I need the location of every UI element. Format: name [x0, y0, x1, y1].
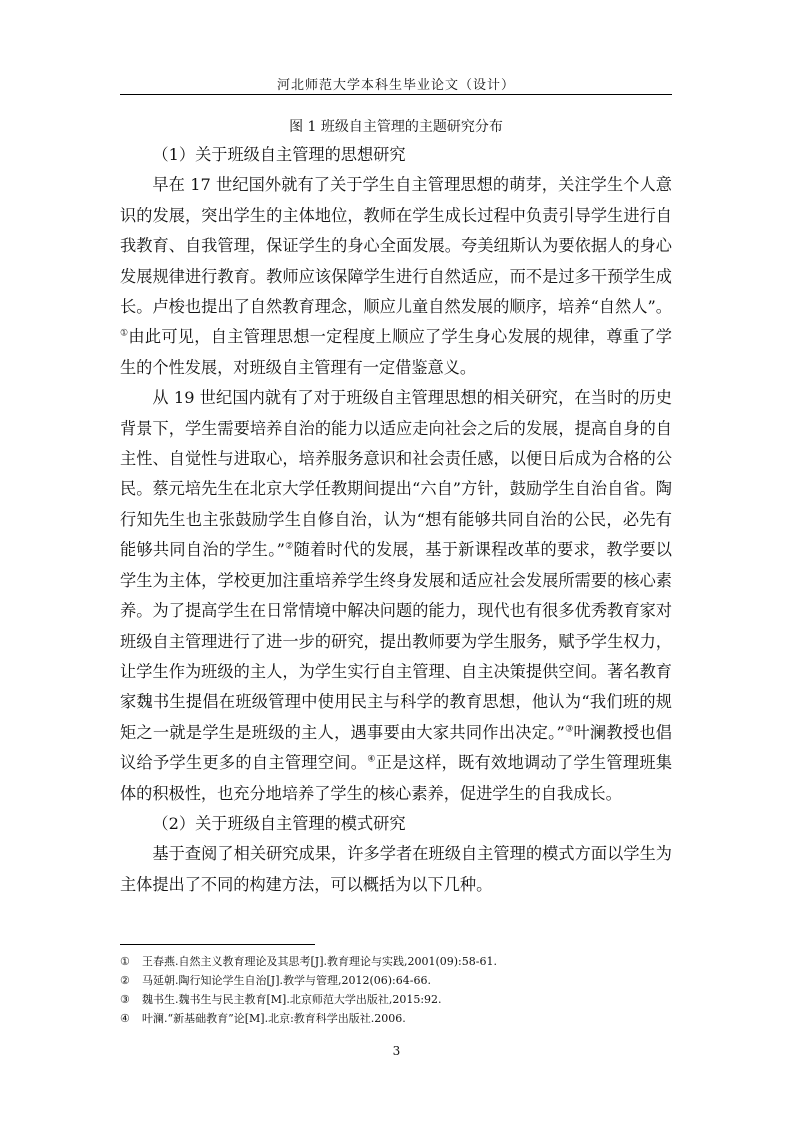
section-heading-2: （2）关于班级自主管理的模式研究 [152, 813, 406, 833]
footnote-text: 魏书生.魏书生与民主教育[M].北京师范大学出版社,2015:92. [142, 993, 442, 1006]
paragraph-3-text: 基于查阅了相关研究成果，许多学者在班级自主管理的模式方面以学生为主体提出了不同的构建方法，可以概括为以下几种。 [120, 844, 672, 894]
paragraph-2 [120, 383, 672, 809]
footnote-ref-3[interactable]: ③ [564, 724, 574, 735]
footnote-separator [120, 944, 315, 945]
footnote-text: 马延朝.陶行知论学生自治[J].教学与管理,2012(06):64-66. [142, 974, 431, 987]
footnote-mark: ④ [120, 1012, 130, 1025]
body-text [120, 140, 672, 900]
figure-caption: 图 1 班级自主管理的主题研究分布 [289, 119, 503, 135]
footnote-item [120, 952, 680, 971]
footnote-mark: ① [120, 955, 130, 968]
footnote-mark: ② [120, 974, 130, 987]
footnote-text: 叶澜.“新基础教育”论[M].北京:教育科学出版社.2006. [142, 1012, 406, 1025]
footnote-ref-1[interactable]: ① [120, 329, 129, 340]
section-heading-1: （1）关于班级自主管理的思想研究 [152, 145, 406, 164]
footnote-item [120, 1009, 680, 1028]
paragraph-2-text-2: 随着时代的发展，基于新课程改革的要求，教学要以学生为主体，学校更加注重培养学生终身发展和适应社会发展所需要的核心素养。为了提高学生在日常情境中解决问题的能力，现代也有很多优秀教育家对班级自主管理进行了进一步的研究，提出教师要为学生服务，赋予学生权力，让学生作为班级的主人，为学生实行自主管理、自主决策提供空间。著名教育家魏书生提倡在班级管理中使用民主与科学的教育思想，他认为“我们班的规矩之一就是学生是班级的主人，遇事要由大家共同作出决定。” [120, 540, 672, 742]
footnote-ref-4[interactable]: ④ [367, 754, 376, 765]
paragraph-2-text-4: 正是这样，既有效地调动了学生管理班集体的积极性，也充分地培养了学生的核心素养，促进学生的自我成长。 [120, 753, 673, 803]
footnote-item [120, 971, 680, 990]
footnote-mark: ③ [120, 993, 130, 1006]
paragraph-1 [120, 170, 672, 383]
paragraph-1-text-2: 由此可见，自主管理思想一定程度上顺应了学生身心发展的规律，尊重了学生的个性发展，对班级自主管理有一定借鉴意义。 [120, 327, 672, 377]
paragraph-2-text-3: 叶澜教授也倡议给予学生更多的自主管理空间。 [120, 722, 672, 773]
footnote-text: 王春燕.自然主义教育理论及其思考[J].教育理论与实践,2001(09):58-61. [142, 955, 497, 968]
footnotes [120, 952, 680, 1028]
footnote-ref-2[interactable]: ② [284, 541, 294, 552]
header-rule [120, 94, 672, 95]
paragraph-1-text: 早在 17 世纪国外就有了关于学生自主管理思想的萌芽，关注学生个人意识的发展，突出学生的主体地位，教师在学生成长过程中负责引导学生进行自我教育、自我管理，保证学生的身心全面发展。夸美纽斯认为要依据人的身心发展规律进行教育。教师应该保障学生进行自然适应，而不是过多干预学生成长。卢梭也提出了自然教育理念，顺应儿童自然发展的顺序，培养“自然人”。 [120, 175, 672, 317]
running-header: 河北师范大学本科生毕业论文（设计） [276, 78, 515, 93]
page-number: 3 [392, 1044, 401, 1058]
paragraph-2-text: 从 19 世纪国内就有了对于班级自主管理思想的相关研究，在当时的历史背景下，学生需要培养自治的能力以适应走向社会之后的发展，提高自身的自主性、自觉性与进取心，培养服务意识和社会责任感，以便日后成为合格的公民。蔡元培先生在北京大学任教期间提出“六自”方针，鼓励学生自治自省。陶行知先生也主张鼓励学生自修自治，认为“想有能够共同自治的公民，必先有能够共同自治的学生。” [120, 388, 672, 560]
footnote-item [120, 990, 680, 1009]
paragraph-3 [120, 839, 672, 900]
